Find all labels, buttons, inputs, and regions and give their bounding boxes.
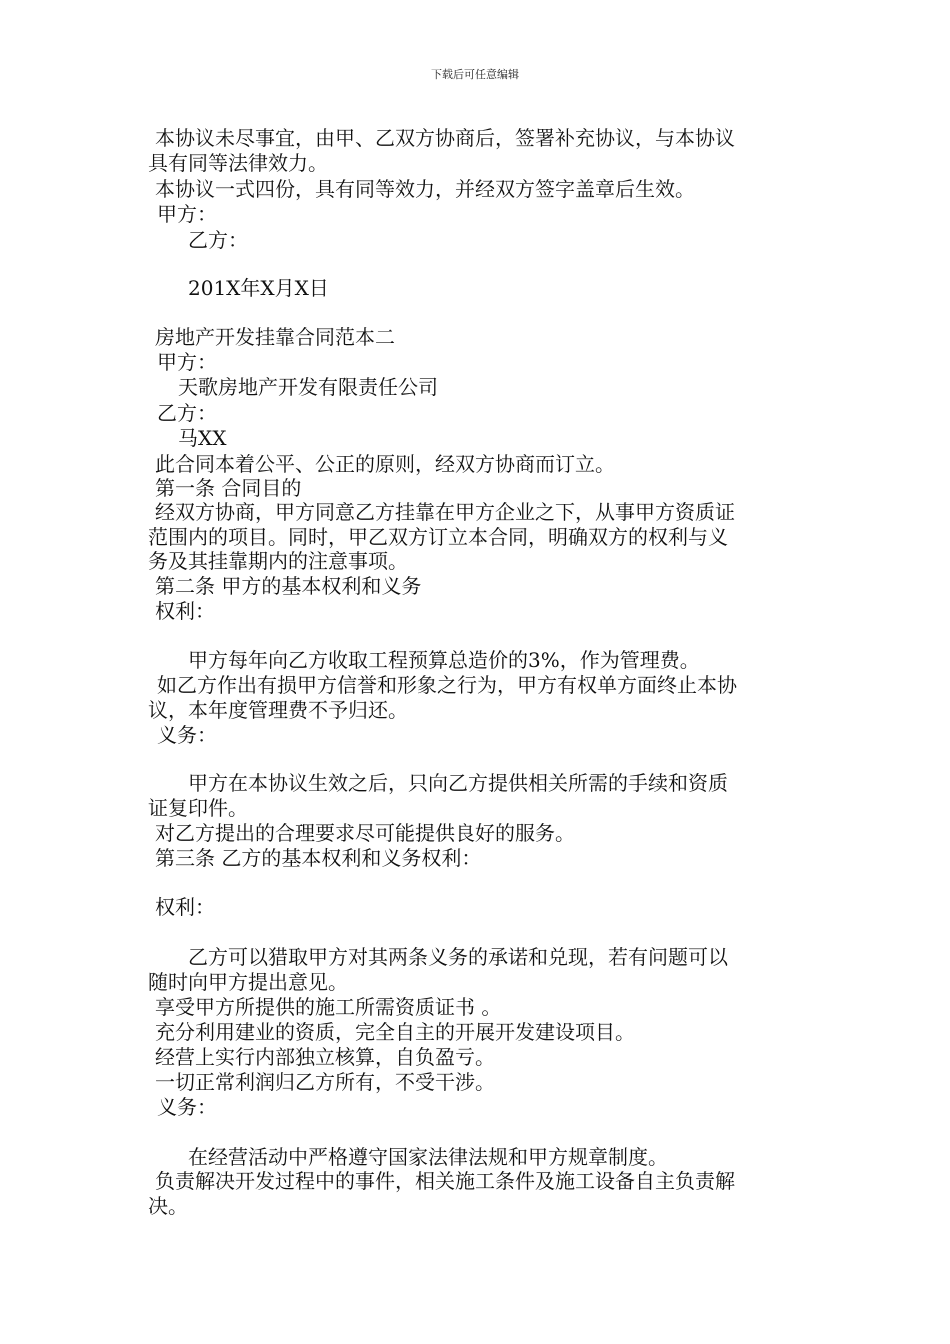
text-line: 乙方： [157, 401, 217, 425]
section-heading: 第二条 甲方的基本权利和义务 [155, 574, 422, 598]
text-line: 权利： [155, 895, 215, 919]
text-line: 经双方协商，甲方同意乙方挂靠在甲方企业之下，从事甲方资质证 [155, 500, 735, 524]
text-line: 天歌房地产开发有限责任公司 [178, 375, 438, 399]
text-line: 随时向甲方提出意见。 [148, 970, 348, 994]
text-line: 范围内的项目。同时，甲乙双方订立本合同，明确双方的权利与义 [148, 525, 728, 549]
text-line: 决。 [148, 1194, 188, 1218]
text-line: 甲方在本协议生效之后，只向乙方提供相关所需的手续和资质 [188, 771, 728, 795]
text-line: 对乙方提出的合理要求尽可能提供良好的服务。 [155, 821, 575, 845]
section-heading: 第三条 乙方的基本权利和义务权利： [155, 846, 482, 870]
text-line: 经营上实行内部独立核算，自负盈亏。 [155, 1045, 495, 1069]
text-line: 本协议一式四份，具有同等效力，并经双方签字盖章后生效。 [155, 177, 695, 201]
text-line: 权利： [155, 599, 215, 623]
text-line: 甲方： [157, 350, 217, 374]
text-line: 在经营活动中严格遵守国家法律法规和甲方规章制度。 [188, 1145, 668, 1169]
text-line: 乙方可以猎取甲方对其两条义务的承诺和兑现，若有问题可以 [188, 945, 728, 969]
document-title: 房地产开发挂靠合同范本二 [155, 325, 395, 349]
page-header: 下载后可任意编辑 [431, 68, 519, 81]
text-line: 充分利用建业的资质，完全自主的开展开发建设项目。 [155, 1020, 635, 1044]
text-line: 负责解决开发过程中的事件，相关施工条件及施工设备自主负责解 [155, 1169, 735, 1193]
text-line: 享受甲方所提供的施工所需资质证书 。 [155, 995, 502, 1019]
text-line: 证复印件。 [148, 796, 248, 820]
text-line: 甲方每年向乙方收取工程预算总造价的3%，作为管理费。 [188, 648, 700, 672]
text-line: 具有同等法律效力。 [148, 151, 328, 175]
text-line: 乙方： [188, 228, 248, 252]
text-line: 议，本年度管理费不予归还。 [148, 698, 408, 722]
signing-date: 201X年X月X日 [188, 276, 329, 300]
text-line: 务及其挂靠期内的注意事项。 [148, 549, 408, 573]
text-line: 一切正常利润归乙方所有，不受干涉。 [155, 1070, 495, 1094]
text-line: 本协议未尽事宜，由甲、乙双方协商后，签署补充协议，与本协议 [155, 126, 735, 150]
text-line: 马XX [178, 426, 227, 450]
section-heading: 第一条 合同目的 [155, 476, 302, 500]
text-line: 此合同本着公平、公正的原则，经双方协商而订立。 [155, 452, 615, 476]
text-line: 义务： [157, 723, 217, 747]
text-line: 如乙方作出有损甲方信誉和形象之行为，甲方有权单方面终止本协 [157, 673, 737, 697]
text-line: 甲方： [157, 202, 217, 226]
text-line: 义务： [157, 1095, 217, 1119]
